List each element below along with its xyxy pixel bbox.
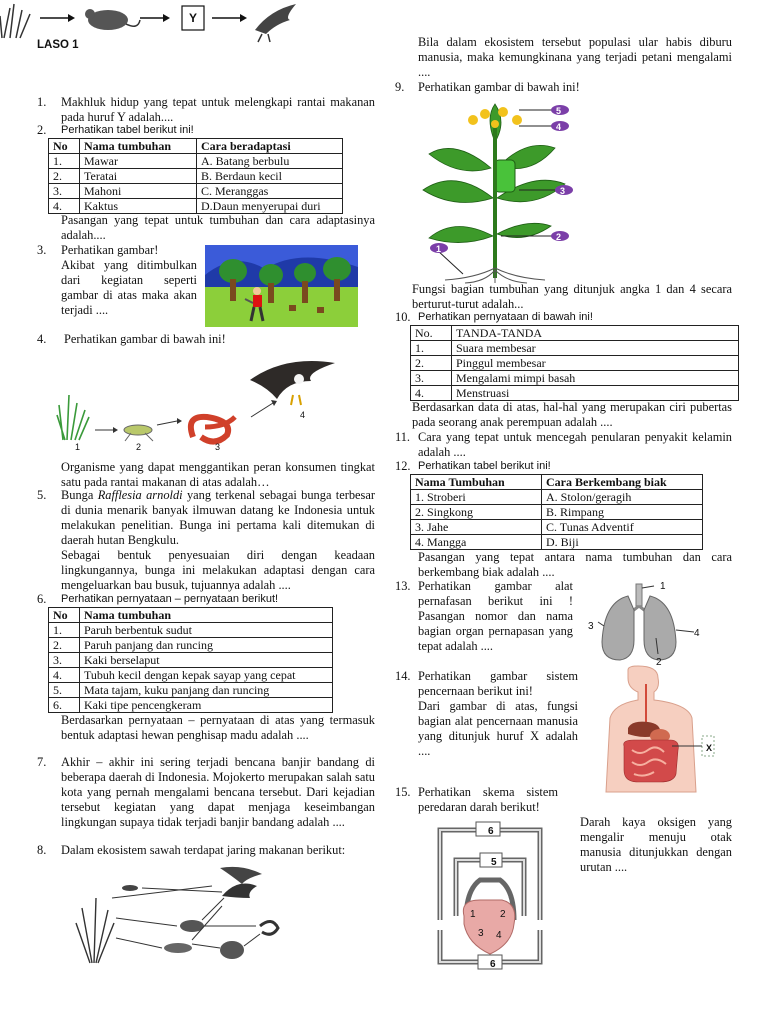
bird-icon: [222, 884, 257, 898]
table-row: 1. Mawar A. Batang berbulu: [49, 154, 343, 169]
table-row: 1. Paruh berbentuk sudut: [49, 623, 333, 638]
page-title: LASO 1: [37, 39, 79, 51]
table-row: 2. Singkong B. Rimpang: [411, 505, 703, 520]
table-row: 1. Stroberi A. Stolon/geragih: [411, 490, 703, 505]
food-web-image: [72, 868, 292, 968]
circulation-label-1: 1: [470, 909, 476, 920]
question-12: 12. Perhatikan tabel berikut ini!: [395, 459, 732, 474]
table-row: 4. Kaktus D.Daun menyerupai duri: [49, 199, 343, 214]
table-row: 4. Menstruasi: [411, 386, 739, 401]
plant-label-3: 3: [560, 186, 566, 196]
rat-icon: [85, 9, 140, 30]
grass-icon: [0, 4, 30, 38]
y-box-label: Y: [188, 11, 197, 25]
table-pubertas: No. TANDA-TANDA 1. Suara membesar 2. Pinggul membesar 3. Mengalami mimpi basah 4. Menstruasi: [410, 325, 739, 401]
question-15: 15. Perhatikan skema sistem peredaran darah berikut!: [395, 785, 558, 814]
question-3-intro: Perhatikan gambar!: [61, 243, 159, 257]
grasshopper-icon: [164, 943, 192, 953]
circulation-label-6-top: 6: [488, 826, 494, 837]
table-row: 3. Jahe C. Tunas Adventif: [411, 520, 703, 535]
frog-icon: [220, 941, 244, 959]
table-row: 2. Teratai B. Berdaun kecil: [49, 169, 343, 184]
question-8: 8. Dalam ekosistem sawah terdapat jaring makanan berikut:: [37, 843, 375, 858]
question-10-intro: Perhatikan pernyataan di bawah ini!: [418, 311, 593, 323]
rice-plant-icon: [76, 898, 114, 963]
lungs-label-4: 4: [694, 628, 700, 639]
circulation-diagram: [420, 820, 560, 970]
question-14-text-2: Dari gambar di atas, fungsi bagian alat pencernaan manusia yang ditunjuk huruf X adalah ....: [418, 699, 578, 758]
plant-label-2: 2: [556, 232, 562, 242]
question-6: 6. Perhatikan pernyataan – pernyataan berikut!: [37, 592, 375, 607]
eagle-icon: [220, 867, 262, 884]
table-row: 2. Pinggul membesar: [411, 356, 739, 371]
question-4-intro: Perhatikan gambar di bawah ini!: [64, 332, 226, 346]
lungs-label-1: 1: [660, 581, 666, 592]
food-chain-label-2: 2: [136, 442, 142, 452]
table-row: 3. Mengalami mimpi basah: [411, 371, 739, 386]
table-row: 4. Tubuh kecil dengan kepak sayap yang cepat: [49, 668, 333, 683]
question-8-continued: Bila dalam ekosistem tersebut populasi ular habis diburu manusia, maka kemungkinana yang terjadi petani mengalami ....: [418, 35, 732, 79]
question-9: 9. Perhatikan gambar di bawah ini!: [395, 80, 732, 95]
table-row: 4. Mangga D. Biji: [411, 535, 703, 550]
table-berkembang-biak: Nama Tumbuhan Cara Berkembang biak 1. Stroberi A. Stolon/geragih 2. Singkong B. Rimpang 3. Jahe C. Tunas Adventif 4. Mangga D. Biji: [410, 474, 703, 550]
lungs-label-3: 3: [588, 621, 594, 632]
question-6-intro: Perhatikan pernyataan – pernyataan berikut!: [61, 593, 279, 605]
roots: [445, 268, 545, 283]
circulation-label-5: 5: [491, 857, 497, 868]
question-14: 14. Perhatikan gambar sistem pencernaan berikut ini! Dari gambar di atas, fungsi bagian alat pencernaan manusia yang ditunjuk huruf X adalah ....: [395, 669, 578, 758]
table-row: 3. Kaki berselaput: [49, 653, 333, 668]
plant-label-4: 4: [556, 122, 562, 132]
snake-icon: [260, 921, 278, 934]
question-10: 10. Perhatikan pernyataan di bawah ini!: [395, 310, 732, 325]
insect-icon: [122, 885, 138, 891]
table-row: 1. Suara membesar: [411, 341, 739, 356]
lungs-diagram: [590, 582, 730, 664]
question-6-after: Berdasarkan pernyataan – pernyataan di atas yang termasuk bentuk adaptasi hewan penghisap madu adalah ....: [61, 713, 375, 742]
question-4-after: Organisme yang dapat menggantikan peran konsumen tingkat satu pada rantai makanan di atas adalah…: [61, 460, 375, 489]
question-15-text: Perhatikan skema sistem peredaran darah berikut!: [418, 785, 558, 814]
question-11-text: Cara yang tepat untuk mencegah penularan penyakit kelamin adalah ....: [418, 430, 732, 459]
table-pernyataan: No Nama tumbuhan 1. Paruh berbentuk sudut 2. Paruh panjang dan runcing 3. Kaki berselaput 4. Tubuh kecil dengan kepak sayap yang cepat 5. Mata tajam, kuku panjang dan runcing 6. Kaki tipe pencengkeram: [48, 607, 333, 713]
food-chain-image: [55, 355, 335, 455]
eagle-icon: [255, 4, 296, 42]
question-12-intro: Perhatikan tabel berikut ini!: [418, 460, 551, 472]
food-chain-label-1: 1: [75, 442, 81, 452]
question-3-text: Akibat yang ditimbulkan dari kegiatan seperti gambar di atas maka akan terjadi ....: [61, 258, 197, 317]
question-7: 7. Akhir – akhir ini sering terjadi bencana banjir bandang di beberapa daerah di Indonesia. Mojokerto merupakan salah satu kota yang pernah mengalami bencana tersebut. Dari kejadian tersebut kegiatan yang dapat menjaga keseimbangan lingkungan supaya tidak terjadi banjir bandang adalah ....: [37, 755, 375, 829]
digestive-diagram: [588, 670, 718, 792]
question-11: 11. Cara yang tepat untuk mencegah penularan penyakit kelamin adalah ....: [395, 430, 732, 459]
digestive-label-x: X: [706, 743, 713, 753]
table-adaptasi: No Nama tumbuhan Cara beradaptasi 1. Mawar A. Batang berbulu 2. Teratai B. Berdaun kecil 3. Mahoni C. Meranggas 4. Kaktus D.Daun menyerupai duri: [48, 138, 343, 214]
grasshopper-icon: [124, 425, 153, 441]
question-5: 5. Bunga Rafflesia arnoldi yang terkenal sebagai bunga terbesar di dunia menarik banyak ilmuwan datang ke Indonesia untuk melakukan penelitian. Bunga ini pertama kali ditemukan di daerah hutan Bengkulu. Sebagai bentuk penyesuaian diri dengan keadaan lingkungannya, bunga ini melakukan adaptasi dengan cara mengeluarkan bau busuk, tujuannya adalah ....: [37, 488, 376, 592]
grass-icon: [57, 395, 89, 440]
question-12-after: Pasangan yang tepat antara nama tumbuhan dan cara berkembang biak adalah ....: [418, 550, 732, 579]
question-7-text: Akhir – akhir ini sering terjadi bencana banjir bandang di beberapa daerah di Indonesia. Mojokerto merupakan salah satu kota yang pernah mengalami bencana tersebut. Dari kejadian tersebut kegiatan yang dapat menjaga keseimbangan lingkungan supaya tidak terjadi banjir bandang adalah ....: [61, 755, 375, 829]
question-9-intro: Perhatikan gambar di bawah ini!: [418, 80, 580, 94]
question-2-intro: Perhatikan tabel berikut ini!: [61, 124, 194, 136]
circulation-label-4: 4: [496, 930, 502, 941]
question-2: 2. Perhatikan tabel berikut ini!: [37, 123, 375, 138]
question-5-text-2: Sebagai bentuk penyesuaian diri dengan keadaan lingkungannya, bunga ini melakukan adaptasi dengan cara mengeluarkan bau busuk, tujuannya adalah ....: [61, 548, 375, 592]
lungs-label-2: 2: [656, 657, 662, 668]
question-14-text: Perhatikan gambar sistem pencernaan berikut ini!: [418, 669, 578, 698]
eagle-icon: [250, 361, 335, 405]
question-15-text-2: Darah kaya oksigen yang mengalir menuju otak manusia ditunjukkan dengan urutan ....: [580, 815, 732, 874]
circulation-label-3: 3: [478, 928, 484, 939]
table-row: 5. Mata tajam, kuku panjang dan runcing: [49, 683, 333, 698]
circulation-label-2: 2: [500, 909, 506, 920]
snake-icon: [191, 417, 235, 442]
question-4: 4. Perhatikan gambar di bawah ini!: [37, 332, 375, 347]
question-1-text: Makhluk hidup yang tepat untuk melengkapi rantai makanan pada huruf Y adalah....: [61, 95, 375, 124]
question-9-after: Fungsi bagian tumbuhan yang ditunjuk angka 1 dan 4 secara berturut-turut adalah...: [412, 282, 732, 311]
question-1: 1. Makhluk hidup yang tepat untuk melengkapi rantai makanan pada huruf Y adalah....: [37, 95, 375, 124]
question-13: 13. Perhatikan gambar alat pernafasan berikut ini ! Pasangan nomor dan nama bagian organ pernapasan yang tepat adalah ....: [395, 579, 573, 653]
table-row: 6. Kaki tipe pencengkeram: [49, 698, 333, 713]
food-chain-label-4: 4: [300, 410, 306, 420]
question-13-text: Perhatikan gambar alat pernafasan berikut ini ! Pasangan nomor dan nama bagian organ pernapasan yang tepat adalah ....: [418, 579, 573, 653]
table-row: 2. Paruh panjang dan runcing: [49, 638, 333, 653]
table-row: 3. Mahoni C. Meranggas: [49, 184, 343, 199]
plant-label-1: 1: [436, 244, 442, 254]
question-3: 3. Perhatikan gambar! Akibat yang ditimbulkan dari kegiatan seperti gambar di atas maka akan terjadi ....: [37, 243, 197, 317]
question-8-text: Dalam ekosistem sawah terdapat jaring makanan berikut:: [61, 843, 346, 857]
species-name: Rafflesia arnoldi: [97, 488, 183, 502]
deforestation-image: [205, 245, 358, 327]
question-10-after: Berdasarkan data di atas, hal-hal yang merupakan ciri pubertas pada seorang anak perempuan adalah ....: [412, 400, 732, 429]
food-chain-label-3: 3: [215, 442, 221, 452]
question-2-after: Pasangan yang tepat untuk tumbuhan dan cara adaptasinya adalah....: [61, 213, 375, 242]
circulation-label-6-bottom: 6: [490, 959, 496, 970]
plant-label-5: 5: [556, 106, 562, 116]
